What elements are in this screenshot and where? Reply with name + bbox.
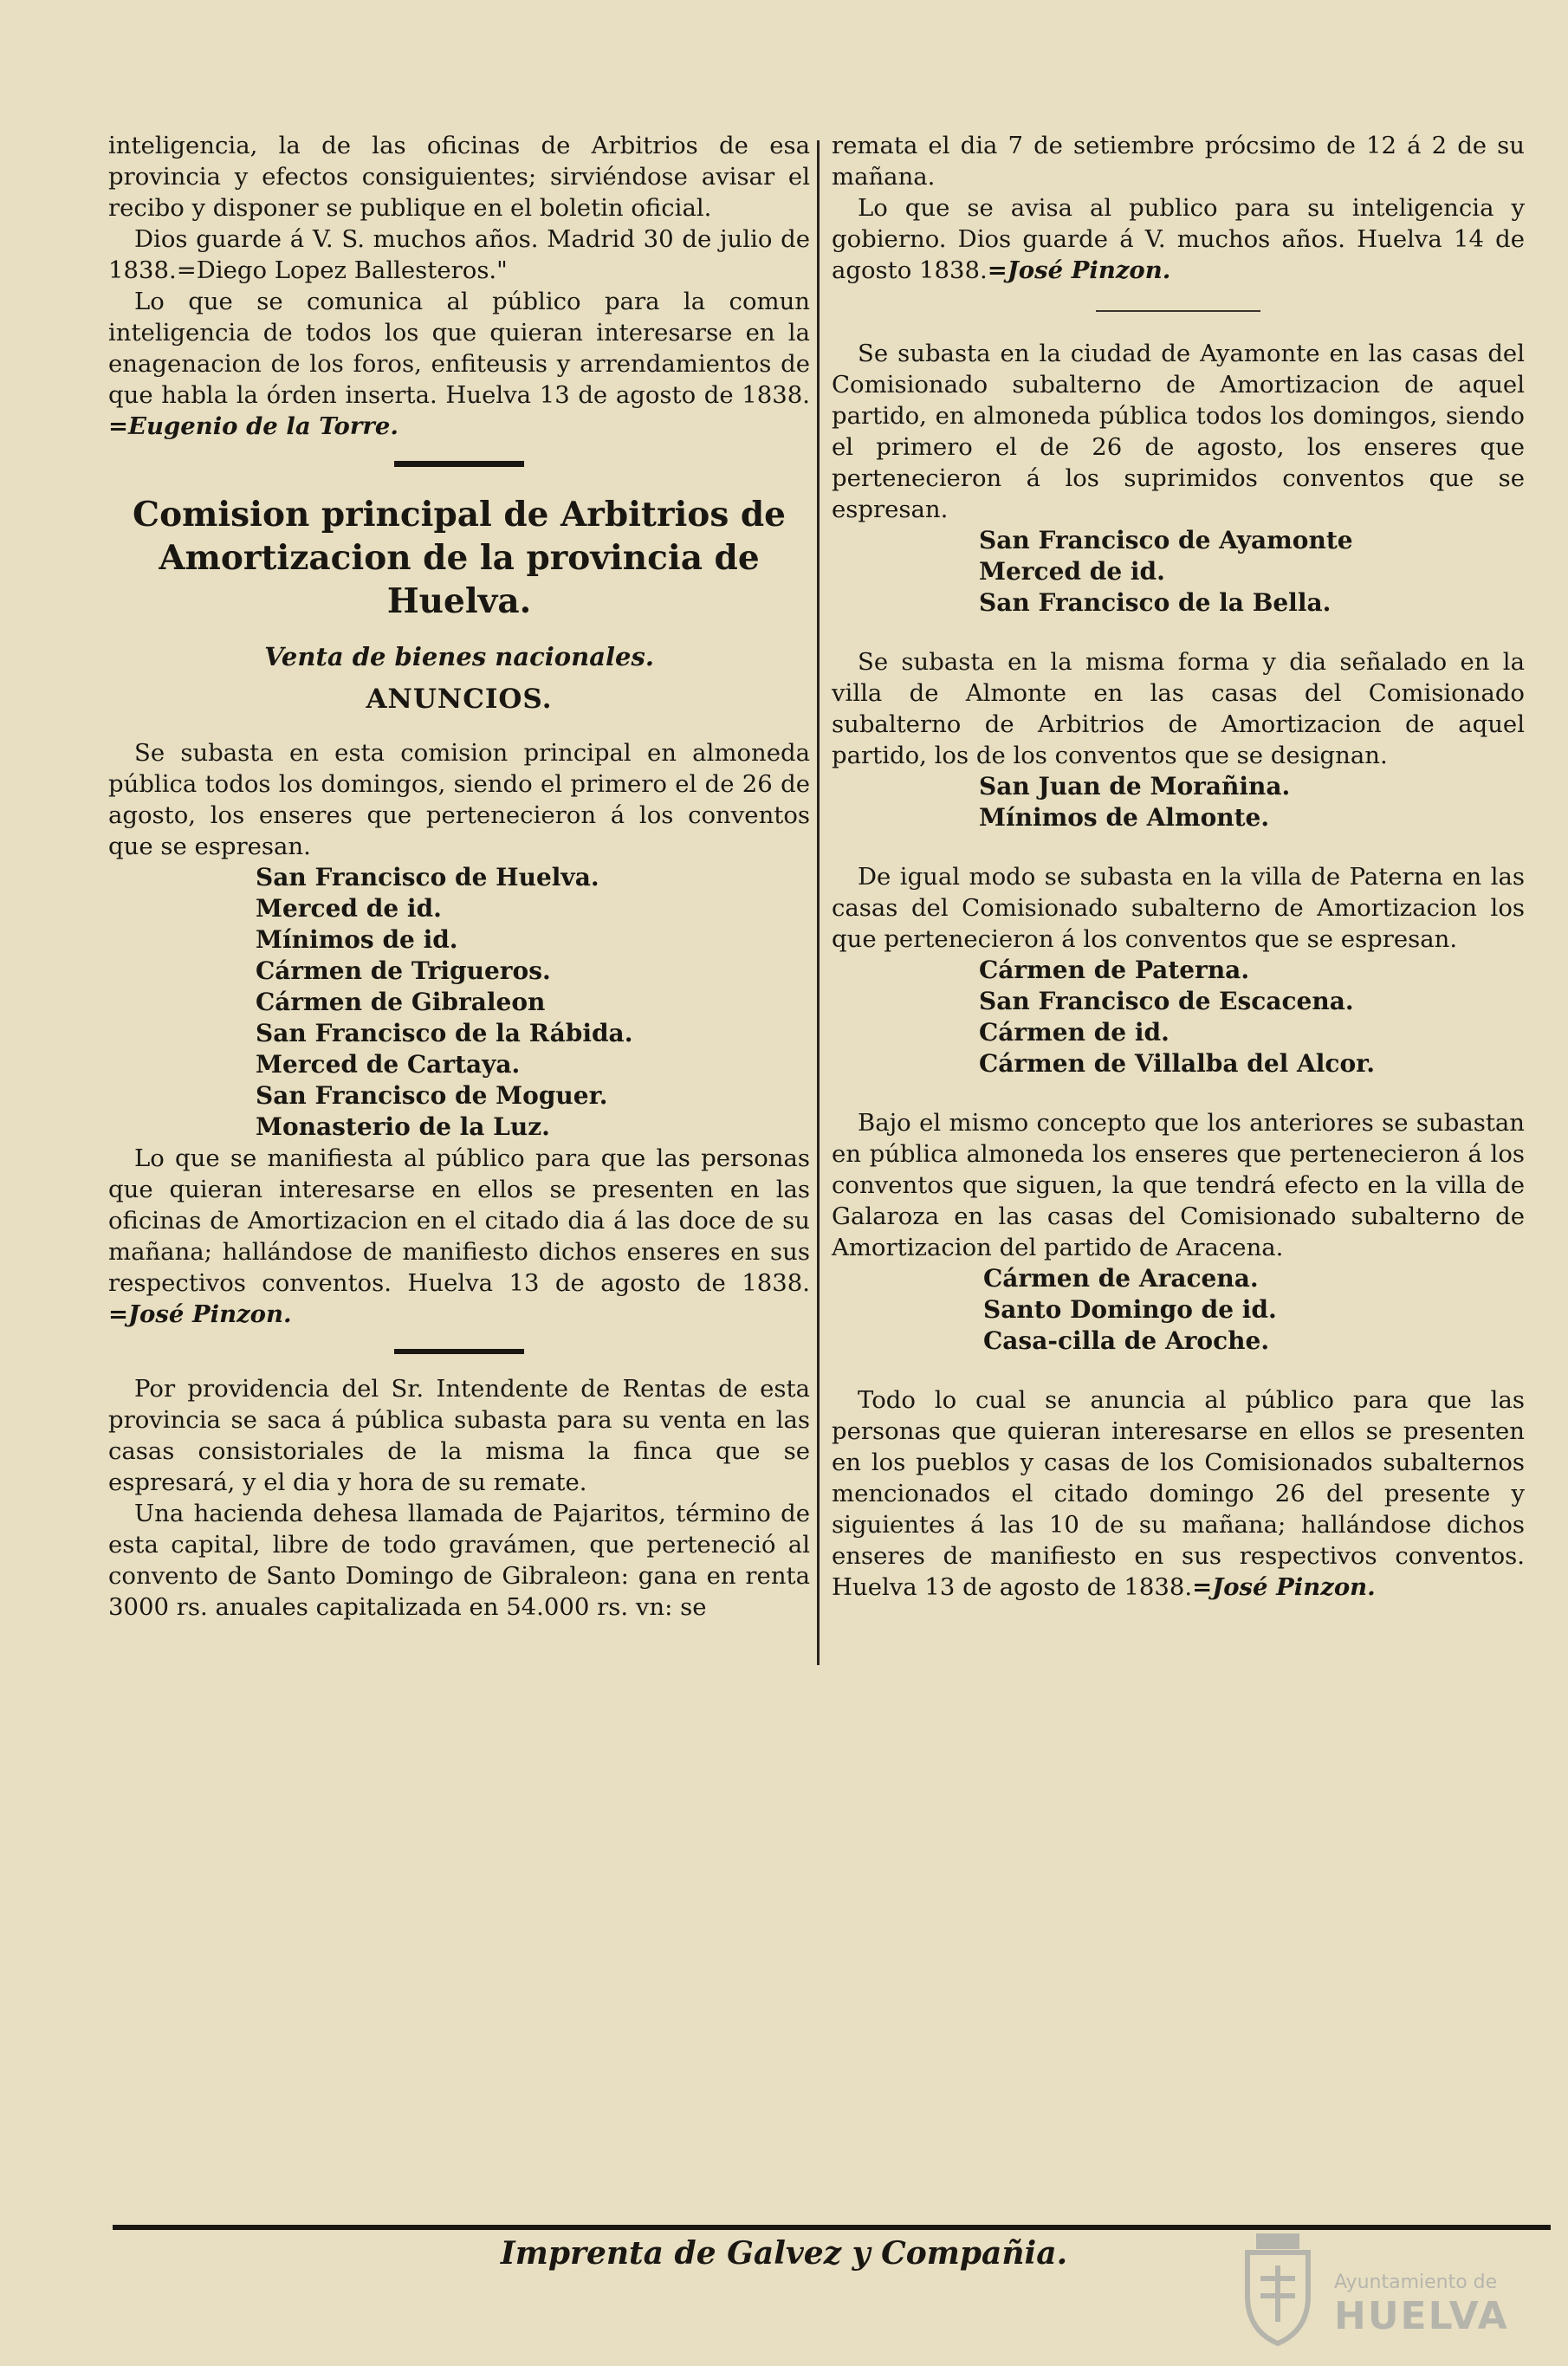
list-item: Monasterio de la Luz. xyxy=(256,1112,550,1141)
right-column xyxy=(832,130,1525,1603)
watermark-text: HUELVA xyxy=(1334,2294,1509,2338)
section-divider xyxy=(394,461,524,467)
list-item: San Francisco de la Bella. xyxy=(979,588,1332,617)
paragraph-text: Lo que se manifiesta al público para que las personas que quieran interesarse en ellos se presenten en las oficinas de Amortizacion en el citado dia á las doce de su mañana; hallándose de manifiesto dichos enseres en sus respectivos conventos. Huelva 13 de agosto de 1838. xyxy=(108,1144,810,1297)
announcements-heading: ANUNCIOS. xyxy=(366,684,553,715)
section-title: Comision principal de Arbitrios de Amortizacion de la provincia de Huelva. xyxy=(133,495,786,621)
printer-imprint: Imprenta de Galvez y Compañia. xyxy=(500,2235,1068,2272)
paragraph: Una hacienda dehesa llamada de Pajaritos, término de esta capital, libre de todo gravámen, que perteneció al convento de Santo Domingo de Gibraleon: gana en renta 3000 rs. anuales capitalizada en 54.000 rs. vn: se xyxy=(108,1500,810,1621)
list-item: Merced de id. xyxy=(979,557,1165,586)
coat-of-arms-icon xyxy=(1230,2227,1325,2348)
paragraph: remata el dia 7 de setiembre prócsimo de 12 á 2 de su mañana. xyxy=(832,132,1525,191)
list-item: Cármen de Gibraleon xyxy=(256,988,546,1016)
section-divider xyxy=(394,1349,524,1354)
municipal-watermark xyxy=(1230,2227,1551,2348)
signature: =José Pinzon. xyxy=(1192,1573,1376,1601)
signature: =Eugenio de la Torre. xyxy=(108,412,398,440)
paragraph xyxy=(832,1384,1525,1603)
paragraph-text: Lo que se avisa al publico para su inteligencia y gobierno. Dios guarde á V. muchos años. Huelva 14 de agosto 1838. xyxy=(832,194,1525,284)
divider-line xyxy=(1096,310,1260,312)
left-column xyxy=(108,130,810,1623)
list-item: San Francisco de la Rábida. xyxy=(256,1019,633,1047)
column-divider xyxy=(817,140,820,1665)
list-item: Casa-cilla de Aroche. xyxy=(983,1326,1270,1355)
list-item: San Francisco de Escacena. xyxy=(979,987,1354,1015)
paragraph: Se subasta en la ciudad de Ayamonte en las casas del Comisionado subalterno de Amortizacion de aquel partido, en almoneda pública todos los domingos, siendo el primero el de 26 de agosto, los enseres que pertenecieron á los suprimidos conventos que se espresan. xyxy=(832,340,1525,523)
paragraph: Dios guarde á V. S. muchos años. Madrid 30 de julio de 1838.=Diego Lopez Ballesteros." xyxy=(108,225,810,284)
list-item: Merced de id. xyxy=(256,894,442,923)
paragraph-text: Todo lo cual se anuncia al público para que las personas que quieran interesarse en ellos se presenten en los pueblos y casas de los Comisionados subalternos mencionados el citado domingo 26 del presente y siguientes á las 10 de su mañana; hallándose dichos enseres de manifiesto en sus respectivos conventos. Huelva 13 de agosto de 1838. xyxy=(832,1386,1525,1601)
section-subtitle: Venta de bienes nacionales. xyxy=(264,642,654,671)
watermark-text: Ayuntamiento de xyxy=(1334,2272,1498,2293)
paragraph: Se subasta en esta comision principal en almoneda pública todos los domingos, siendo el primero el de 26 de agosto, los enseres que pertenecieron á los conventos que se espresan. xyxy=(108,739,810,860)
paragraph: De igual modo se subasta en la villa de Paterna en las casas del Comisionado subalterno de Amortizacion los que pertenecieron á los conventos que se espresan. xyxy=(832,863,1525,953)
list-item: Cármen de Trigueros. xyxy=(256,956,551,985)
convent-list xyxy=(983,1263,1525,1357)
paragraph xyxy=(832,192,1525,286)
signature: =José Pinzon. xyxy=(108,1300,292,1328)
convent-list xyxy=(979,771,1525,833)
list-item: Cármen de Paterna. xyxy=(979,956,1250,984)
paragraph: Por providencia del Sr. Intendente de Rentas de esta provincia se saca á pública subasta para su venta en las casas consistoriales de la misma la finca que se espresará, y el dia y hora de su remate. xyxy=(108,1375,810,1496)
paragraph: inteligencia, la de las oficinas de Arbitrios de esa provincia y efectos consiguientes; sirviéndose avisar el recibo y disponer se publique en el boletin oficial. xyxy=(108,132,810,222)
list-item: Cármen de id. xyxy=(979,1018,1170,1047)
list-item: Cármen de Aracena. xyxy=(983,1264,1259,1293)
list-item: Cármen de Villalba del Alcor. xyxy=(979,1049,1376,1078)
convent-list xyxy=(256,862,810,1143)
list-item: Merced de Cartaya. xyxy=(256,1050,521,1079)
signature: =José Pinzon. xyxy=(987,256,1171,284)
paragraph: Se subasta en la misma forma y dia señalado en la villa de Almonte en las casas del Comisionado subalterno de Arbitrios de Amortizacion de aquel partido, los de los conventos que se designan. xyxy=(832,648,1525,769)
paragraph-text: Lo que se comunica al público para la comun inteligencia de todos los que quieran interesarse en la enagenacion de los foros, enfiteusis y arrendamientos de que habla la órden inserta. Huelva 13 de agosto de 1838. xyxy=(108,288,810,409)
paragraph xyxy=(108,286,810,442)
list-item: Mínimos de Almonte. xyxy=(979,803,1270,832)
convent-list xyxy=(979,955,1525,1079)
list-item: San Francisco de Moguer. xyxy=(256,1081,608,1110)
paragraph xyxy=(108,1143,810,1330)
list-item: Santo Domingo de id. xyxy=(983,1295,1277,1324)
paragraph: Bajo el mismo concepto que los anteriores se subastan en pública almoneda los enseres que pertenecieron á los conventos que siguen, la que tendrá efecto en la villa de Galaroza en las casas del Comisionado subalterno de Amortizacion del partido de Aracena. xyxy=(832,1109,1525,1261)
list-item: San Juan de Morañina. xyxy=(979,772,1291,801)
convent-list xyxy=(979,525,1525,619)
list-item: San Francisco de Huelva. xyxy=(256,863,599,891)
list-item: Mínimos de id. xyxy=(256,925,458,954)
list-item: San Francisco de Ayamonte xyxy=(979,526,1353,554)
